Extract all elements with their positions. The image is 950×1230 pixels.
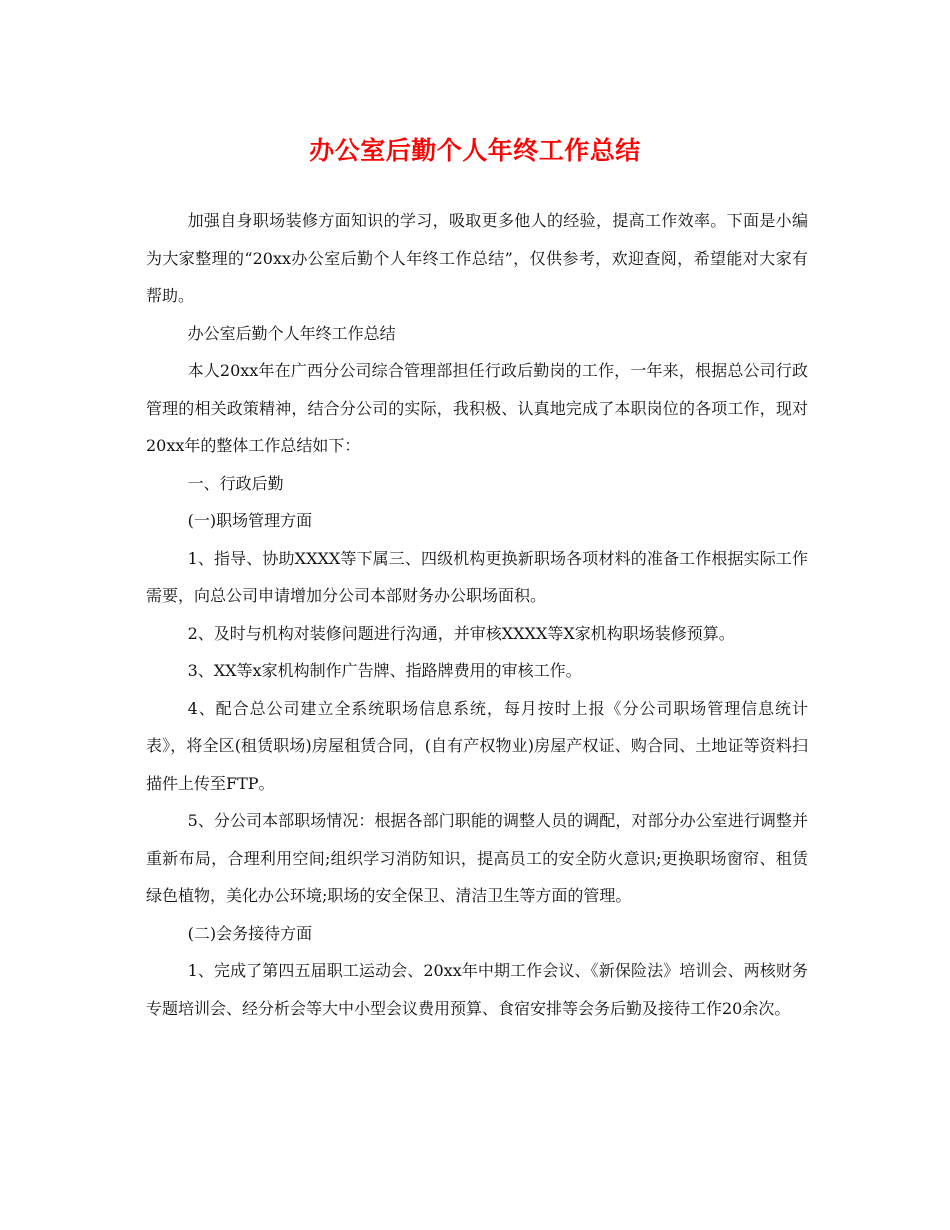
list-item: 5、分公司本部职场情况：根据各部门职能的调整人员的调配，对部分办公室进行调整并重新布局，合理利用空间;组织学习消防知识，提高员工的安全防火意识;更换职场窗帘、租赁绿色植物，美化办公环境;职场的安全保卫、清洁卫生等方面的管理。 <box>146 811 808 905</box>
subheading-meeting-reception: (二)会务接待方面 <box>187 923 313 943</box>
document-body <box>146 202 808 1027</box>
section-heading: 办公室后勤个人年终工作总结 <box>187 323 396 343</box>
list-item: 1、完成了第四五届职工运动会、20xx年中期工作会议、《新保险法》培训会、两核财务专题培训会、经分析会等大中小型会议费用预算、食宿安排等会务后勤及接待工作20余次。 <box>146 961 808 1018</box>
intro-paragraph: 加强自身职场装修方面知识的学习，吸取更多他人的经验，提高工作效率。下面是小编为大家整理的“20xx办公室后勤个人年终工作总结”，仅供参考，欢迎查阅，希望能对大家有帮助。 <box>146 211 808 305</box>
list-item: 1、指导、协助XXXX等下属三、四级机构更换新职场各项材料的准备工作根据实际工作需要，向总公司申请增加分公司本部财务办公职场面积。 <box>146 548 808 605</box>
subheading-workplace-management: (一)职场管理方面 <box>187 511 313 530</box>
summary-paragraph: 本人20xx年在广西分公司综合管理部担任行政后勤岗的工作，一年来，根据总公司行政管理的相关政策精神，结合分公司的实际，我积极、认真地完成了本职岗位的各项工作，现对20xx年的整体工作总结如下： <box>146 361 808 455</box>
list-item: 2、及时与机构对装修问题进行沟通，并审核XXXX等X家机构职场装修预算。 <box>187 623 735 643</box>
document-title: 办公室后勤个人年终工作总结 <box>309 136 641 165</box>
list-item: 4、配合总公司建立全系统职场信息系统，每月按时上报《分公司职场管理信息统计表》，将全区(租赁职场)房屋租赁合同，(自有产权物业)房屋产权证、购合同、土地证等资料扫描件上传至FTP。 <box>146 698 808 793</box>
list-item: 3、XX等x家机构制作广告牌、指路牌费用的审核工作。 <box>187 661 582 680</box>
heading-admin-logistics: 一、行政后勤 <box>187 473 284 493</box>
